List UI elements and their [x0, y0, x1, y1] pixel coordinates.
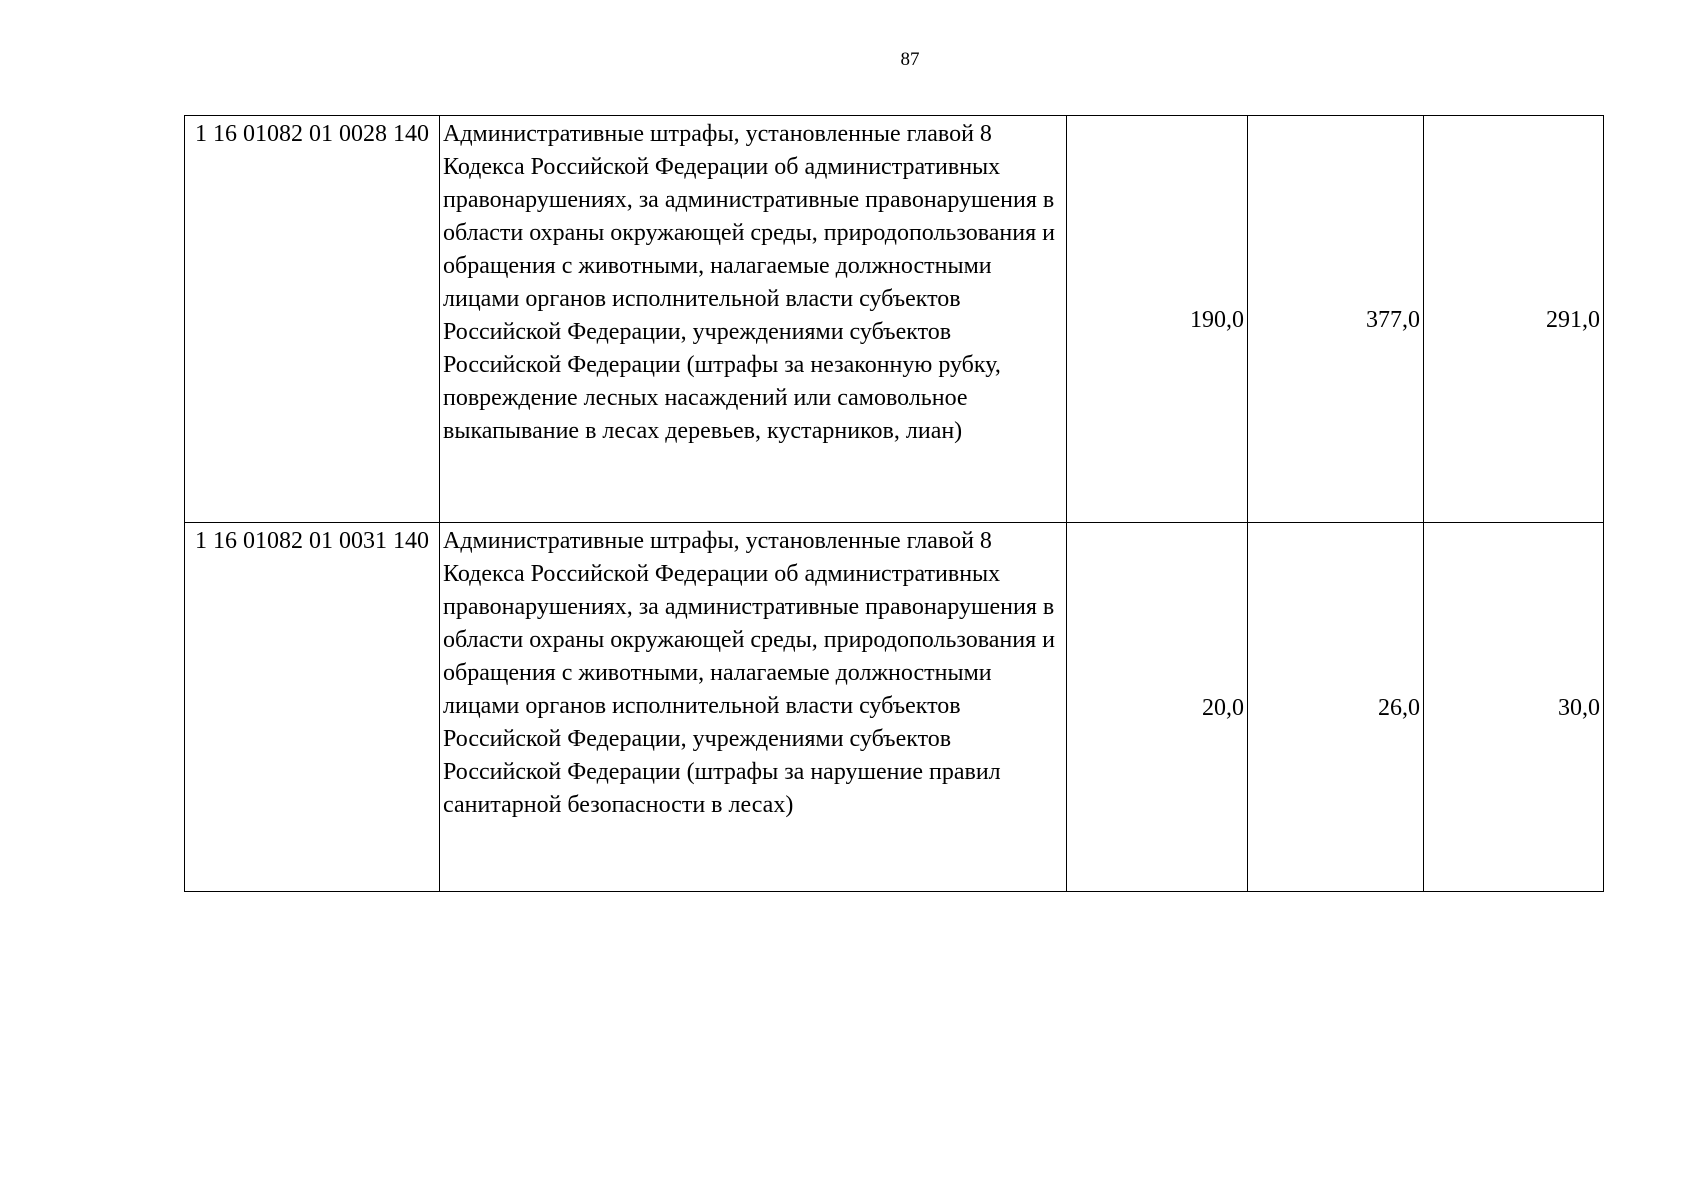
- amount-year-2: 26,0: [1248, 523, 1424, 892]
- amount-year-2: 377,0: [1248, 116, 1424, 523]
- table-row: [185, 116, 1604, 523]
- budget-table: [184, 115, 1604, 892]
- budget-code: 1 16 01082 01 0028 140: [185, 116, 440, 523]
- revenue-description: Административные штрафы, установленные главой 8 Кодекса Российской Федерации об административных правонарушениях, за административные правонарушения в области охраны окружающей среды, природопользования и обращения с животными, налагаемые должностными лицами органов исполнительной власти субъектов Российской Федерации, учреждениями субъектов Российской Федерации (штрафы за нарушение правил санитарной безопасности в лесах): [440, 523, 1067, 892]
- budget-code: 1 16 01082 01 0031 140: [185, 523, 440, 892]
- amount-year-3: 291,0: [1424, 116, 1604, 523]
- revenue-description: Административные штрафы, установленные главой 8 Кодекса Российской Федерации об административных правонарушениях, за административные правонарушения в области охраны окружающей среды, природопользования и обращения с животными, налагаемые должностными лицами органов исполнительной власти субъектов Российской Федерации, учреждениями субъектов Российской Федерации (штрафы за незаконную рубку, повреждение лесных насаждений или самовольное выкапывание в лесах деревьев, кустарников, лиан): [440, 116, 1067, 523]
- amount-year-1: 190,0: [1067, 116, 1248, 523]
- page-number: 87: [900, 49, 920, 70]
- table-row: [185, 523, 1604, 892]
- amount-year-3: 30,0: [1424, 523, 1604, 892]
- amount-year-1: 20,0: [1067, 523, 1248, 892]
